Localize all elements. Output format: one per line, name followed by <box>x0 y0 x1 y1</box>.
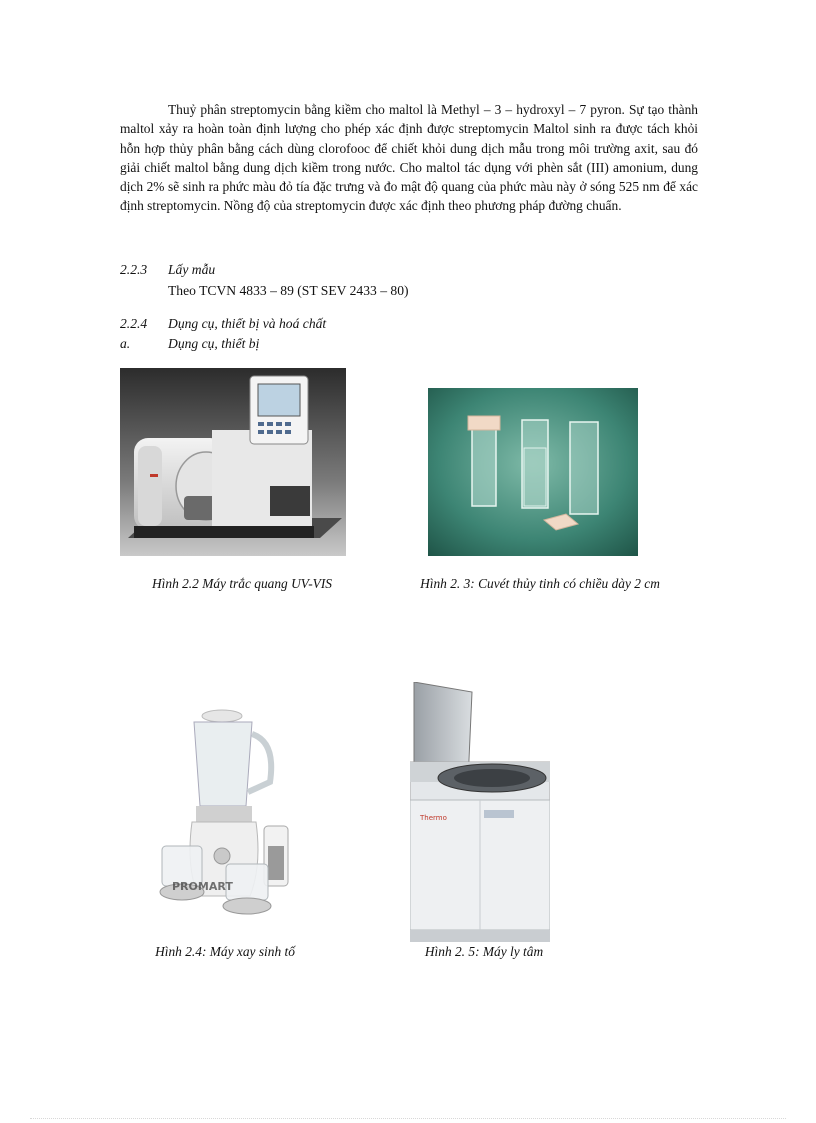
section-2-2-4 <box>120 316 326 332</box>
section-title: Lấy mẫu <box>168 262 216 277</box>
section-2-2-3-body: Theo TCVN 4833 – 89 (ST SEV 2433 – 80) <box>168 283 409 298</box>
blender-image <box>152 706 300 928</box>
section-2-2-3 <box>120 262 215 278</box>
figure-caption: Hình 2.2 Máy trắc quang UV-VIS <box>151 576 332 591</box>
thermo-logo: Thermo <box>420 814 447 822</box>
section-number: 2.2.3 <box>120 262 148 277</box>
figure-caption: Hình 2. 5: Máy ly tâm <box>424 944 544 959</box>
promart-watermark: PROMART <box>172 880 233 893</box>
figure-caption: Hình 2. 3: Cuvét thủy tinh có chiều dày 2 cm <box>420 576 660 591</box>
glass-cuvettes-image <box>428 388 638 556</box>
subsection-title: Dụng cụ, thiết bị <box>168 336 260 351</box>
section-title: Dụng cụ, thiết bị và hoá chất <box>168 316 327 331</box>
centrifuge-image <box>410 682 550 942</box>
subsection-a <box>120 336 259 352</box>
paragraph-text: Thuỷ phân streptomycin bằng kiềm cho maltol là Methyl – 3 – hydroxyl – 7 pyron. Sự tạo thành maltol xảy ra hoàn toàn định lượng cho phép xác định được streptomycin Maltol sinh ra được tách khỏi hỗn hợp thủy phân bằng cách dùng clorofooc để chiết khỏi dung dịch mẫu trong môi trường axit, sau đó giải chiết maltol bằng dung dịch kiềm trong nước. Cho maltol tác dụng với phèn sắt (III) amonium, dung dịch 2% sẽ sinh ra phức màu đỏ tía đặc trưng và đo mật độ quang của phức màu này ở sóng 525 nm để xác định streptomycin. Nồng độ của streptomycin được xác định theo phương pháp đường chuẩn. <box>120 102 698 214</box>
page-edge-divider <box>30 1118 786 1119</box>
uv-vis-spectrophotometer-image <box>120 368 346 556</box>
figure-caption: Hình 2.4: Máy xay sinh tố <box>155 944 295 959</box>
body-paragraph <box>120 100 698 216</box>
section-number: 2.2.4 <box>120 316 148 331</box>
subsection-letter: a. <box>120 336 131 351</box>
